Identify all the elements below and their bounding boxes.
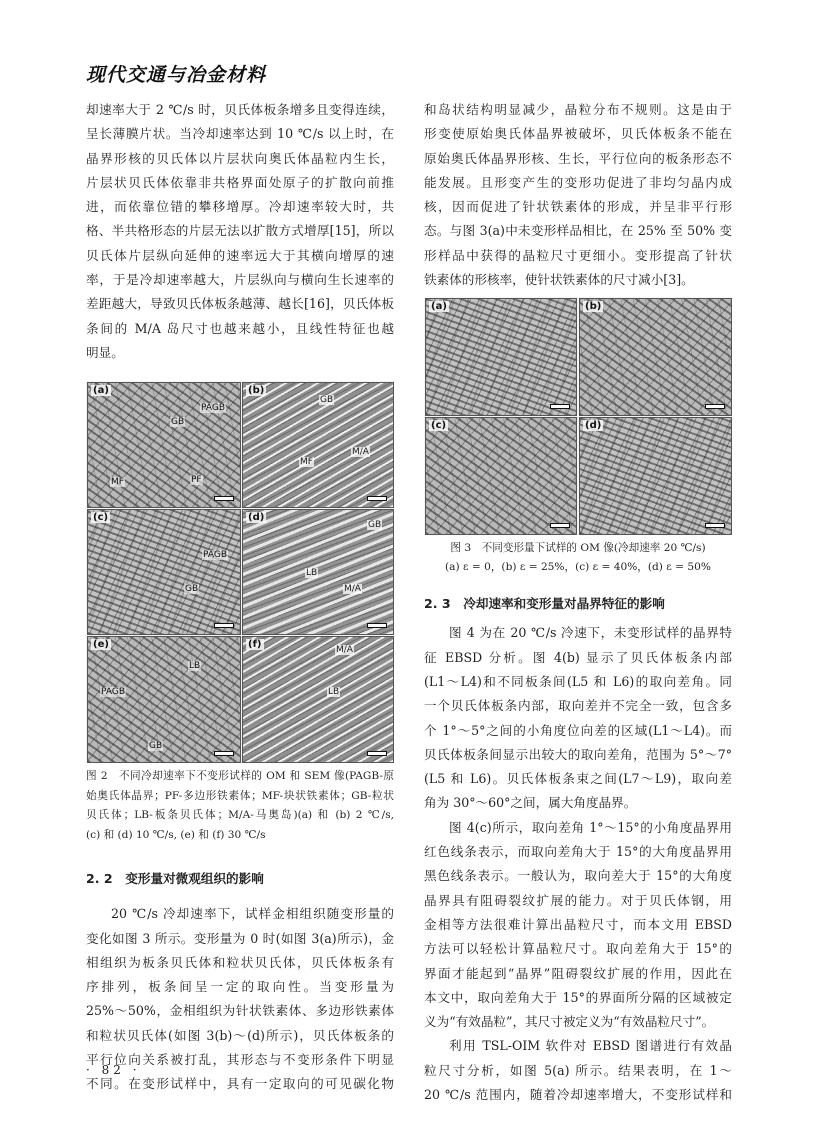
text-line: 贝氏体片层纵向延伸的速率远大于其横向增厚的速 (86, 247, 394, 263)
scale-bar (550, 404, 570, 409)
text-line: 能发展。且形变产生的变形功促进了非均匀晶内成 (424, 174, 732, 190)
text-line: 铁素体的形核率，使针状铁素体的尺寸减小[3]。 (424, 272, 694, 288)
text-line: 格、半共格形态的片层无法以扩散方式增厚[15]，所以 (86, 223, 394, 239)
text-line: 晶界具有阻碍裂纹扩展的能力。对于贝氏体钢，用 (424, 892, 732, 908)
right-paragraph-2 (424, 621, 732, 815)
journal-title: 现代交通与冶金材料 (86, 64, 267, 86)
figure-2-caption (86, 767, 394, 845)
caption-line: 图 3 不同变形量下试样的 OM 像(冷却速率 20 ℃/s) (450, 542, 706, 555)
text-line: 形样品中获得的晶粒尺寸更细小。变形提高了针状 (424, 247, 732, 263)
figure-3-caption (424, 539, 732, 577)
text-line: 本文中，取向差角大于 15°的界面所分隔的区域被定 (424, 989, 732, 1005)
text-line: 相组织为板条贝氏体和粒状贝氏体，贝氏体板条有 (86, 954, 394, 970)
scale-bar (214, 623, 234, 628)
panel-tag: (c) (93, 512, 109, 524)
text-line: 一个贝氏体板条内部，取向差并不完全一致，包含多 (424, 698, 732, 714)
text-line: 晶界形核的贝氏体以片层状向奥氏体晶粒内生长， (86, 150, 394, 166)
micro-label: PAGB (201, 403, 225, 414)
panel-tag: (d) (585, 420, 602, 432)
text-line: 20 ℃/s 范围内，随着冷却速率增大，不变形试样和 (424, 1087, 732, 1103)
micro-label: PAGB (101, 687, 125, 698)
text-line: 25%～50%，金相组织为针状铁素体、多边形铁素体 (86, 1003, 394, 1019)
text-line: 核，因而促进了针状铁素体的形成，并呈非平行形 (424, 199, 732, 215)
figure-2-panel-a (87, 382, 241, 508)
panel-tag: (f) (248, 639, 262, 651)
right-paragraph-1 (424, 98, 732, 292)
text-line: 平行位向关系被打乱，其形态与不变形条件下明显 (86, 1052, 394, 1068)
panel-tag: (c) (431, 420, 447, 432)
panel-tag: (e) (93, 639, 109, 651)
caption-line: (a) ε = 0，(b) ε = 25%，(c) ε = 40%，(d) ε = 50% (445, 561, 711, 574)
text-line: 义为“有效晶粒”，其尺寸被定义为“有效晶粒尺寸”。 (424, 1014, 715, 1030)
text-line: 黑色线条表示。一般认为，取向差大于 15°的大角度 (424, 868, 732, 884)
text-line: 态。与图 3(a)中未变形样品相比，在 25% 至 50% 变 (424, 223, 732, 239)
right-paragraph-4 (424, 1034, 732, 1107)
right-column (424, 98, 732, 1107)
text-line: 呈长薄膜片状。当冷却速率达到 10 ℃/s 以上时，在 (86, 126, 394, 142)
micro-label: MF (111, 477, 124, 488)
micro-label: PF (191, 475, 202, 486)
text-line: (L5 和 L6)。贝氏体板条束之间(L7～L9)，取向差 (424, 771, 732, 787)
figure-3-panel-c (425, 417, 577, 535)
caption-line: 贝氏体；LB-板条贝氏体；M/A-马奥岛)(a) 和 (b) 2 ℃/s, (86, 809, 394, 822)
figure-2-panel-f (242, 636, 394, 763)
scale-bar (367, 496, 387, 501)
text-line: 红色线条表示，而取向差角大于 15°的大角度晶界用 (424, 844, 732, 860)
text-line: 粒尺寸分析，如图 5(a) 所示。结果表明，在 1～ (424, 1062, 732, 1078)
text-line: 却速率大于 2 ℃/s 时，贝氏体板条增多且变得连续， (86, 102, 394, 117)
micro-label: GB (320, 395, 334, 406)
page-number: · 82 · (86, 1063, 141, 1077)
panel-tag: (a) (431, 301, 447, 313)
text-line: 图 4 为在 20 ℃/s 冷速下，未变形试样的晶界特 (449, 625, 732, 641)
micro-label: GB (185, 584, 199, 595)
scale-bar (214, 751, 234, 756)
micro-label: LB (306, 568, 318, 579)
text-line: 方法可以轻松计算晶粒尺寸。取向差角大于 15°的 (424, 941, 732, 957)
panel-tag: (a) (93, 385, 109, 397)
caption-line: 图 2 不同冷却速率下不变形试样的 OM 和 SEM 像(PAGB-原 (86, 770, 394, 783)
section-heading-2-3: 2. 3 冷却速率和变形量对晶界特征的影响 (424, 596, 665, 612)
text-line: 率，于是冷却速率越大，片层纵向与横向生长速率的 (86, 272, 394, 288)
text-line: 金相等方法很难计算出晶粒尺寸，而本文用 EBSD (424, 916, 732, 932)
panel-tag: (b) (248, 385, 265, 397)
text-line: (L1～L4)和不同板条间(L5 和 L6)的取向差角。同 (424, 673, 732, 689)
text-line: 差距越大，导致贝氏体板条越薄、越长[16]，贝氏体板 (86, 296, 394, 312)
text-line: 利用 TSL-OIM 软件对 EBSD 图谱进行有效晶 (449, 1038, 732, 1054)
figure-2-panel-e (87, 636, 241, 763)
micro-label: GB (368, 520, 382, 531)
text-line: 不同。在变形试样中，具有一定取向的可见碳化物 (86, 1076, 394, 1092)
scale-bar (705, 404, 725, 409)
text-line: 序排列，板条间呈一定的取向性。当变形量为 (86, 979, 394, 995)
micro-label: PAGB (203, 550, 227, 561)
scale-bar (367, 623, 387, 628)
scale-bar (367, 751, 387, 756)
text-line: 图 4(c)所示，取向差角 1°～15°的小角度晶界用 (449, 819, 732, 835)
right-paragraph-3 (424, 816, 732, 1035)
section-heading-2-2: 2. 2 变形量对微观组织的影响 (86, 871, 264, 887)
figure-2 (86, 381, 394, 763)
left-column (86, 98, 394, 1097)
micro-label: MF (300, 457, 313, 468)
text-line: 角为 30°～60°之间，属大角度晶界。 (424, 795, 637, 811)
text-line: 和岛状结构明显减少，晶粒分布不规则。这是由于 (424, 102, 732, 117)
micro-label: M/A (344, 584, 361, 595)
scale-bar (550, 523, 570, 528)
caption-line: 始奥氏体晶界；PF-多边形铁素体；MF-块状铁素体；GB-粒状 (86, 789, 394, 802)
text-line: 和粒状贝氏体(如图 3(b)～(d)所示)，贝氏体板条的 (86, 1027, 394, 1043)
micro-label: M/A (352, 447, 369, 458)
scale-bar (214, 496, 234, 501)
text-line: 原始奥氏体晶界形核、生长，平行位向的板条形态不 (424, 150, 732, 166)
figure-3-panel-b (579, 298, 732, 416)
micro-label: LB (328, 687, 340, 698)
left-paragraph-1 (86, 98, 394, 365)
figure-3-panel-d (579, 417, 732, 535)
text-line: 界面才能起到“晶界”阻碍裂纹扩展的作用，因此在 (424, 965, 732, 981)
panel-tag: (d) (248, 512, 265, 524)
micro-label: GB (171, 417, 185, 428)
text-line: 征 EBSD 分析。图 4(b) 显示了贝氏体板条内部 (424, 649, 732, 665)
text-line: 进，而依靠位错的攀移增厚。冷却速率较大时，共 (86, 199, 394, 215)
text-line: 形变使原始奥氏体晶界被破坏，贝氏体板条不能在 (424, 126, 732, 142)
micro-label: GB (149, 741, 163, 752)
scale-bar (705, 523, 725, 528)
figure-2-panel-b (242, 382, 394, 508)
figure-2-panel-d (242, 509, 394, 635)
micro-label: M/A (336, 645, 353, 656)
figure-3-panel-a (425, 298, 577, 416)
text-line: 个 1°～5°之间的小角度位向差的区域(L1～L4)。而 (424, 722, 732, 738)
text-line: 贝氏体板条间显示出较大的取向差角，范围为 5°～7° (424, 746, 732, 762)
micro-label: LB (189, 661, 201, 672)
text-line: 片层状贝氏体依靠非共格界面处原子的扩散向前推 (86, 174, 394, 190)
text-line: 明显。 (86, 344, 124, 360)
text-line: 变化如图 3 所示。变形量为 0 时(如图 3(a)所示)，金 (86, 930, 394, 946)
text-line: 20 ℃/s 冷却速率下，试样金相组织随变形量的 (111, 906, 394, 922)
figure-3 (424, 297, 732, 535)
text-line: 条间的 M/A 岛尺寸也越来越小，且线性特征也越 (86, 320, 394, 336)
figure-2-panel-c (87, 509, 241, 635)
panel-tag: (b) (585, 301, 602, 313)
caption-line: (c) 和 (d) 10 ℃/s, (e) 和 (f) 30 ℃/s (86, 828, 266, 841)
